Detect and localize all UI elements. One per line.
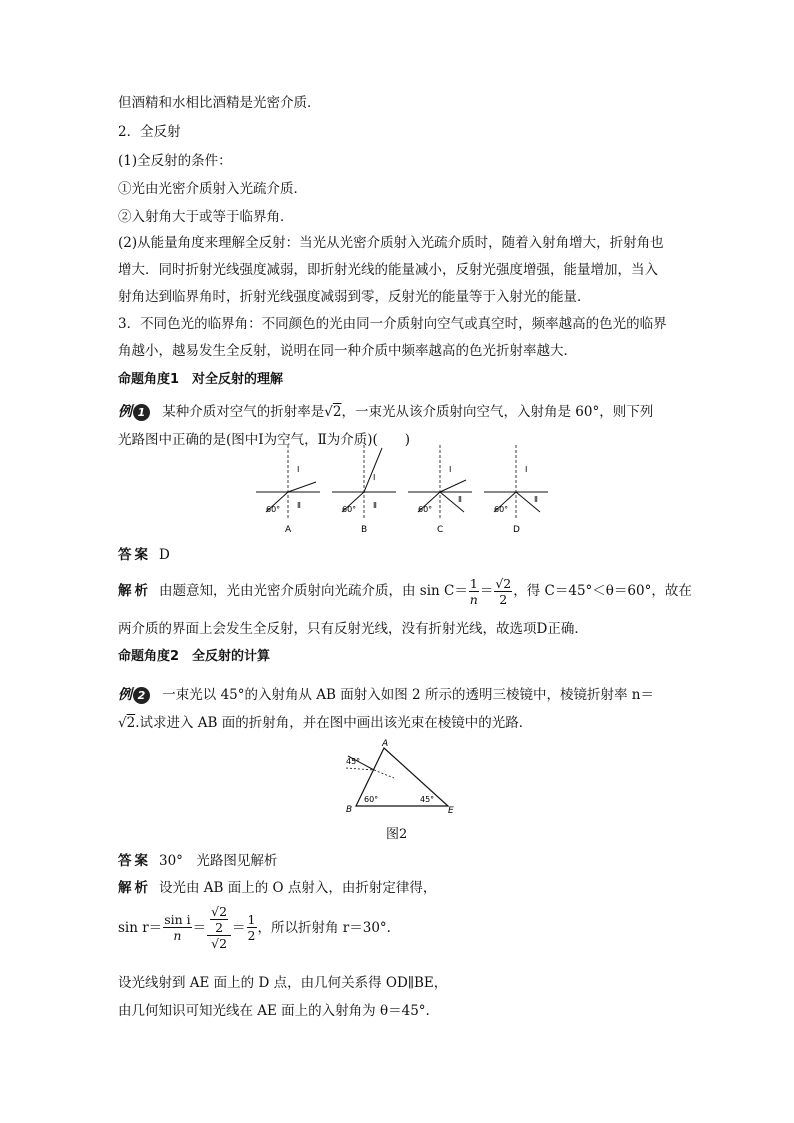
fraction-sini-over-n [163, 912, 191, 943]
example2-formula [118, 904, 391, 966]
sqrt-value: 2 [332, 404, 342, 420]
analysis-text-a: 由题意知，光由光密介质射向光疏介质，由 sin C＝ [159, 583, 468, 599]
figure-c [408, 445, 472, 535]
analysis-text-b: ，得 C＝45°＜θ＝60°，故在 [513, 583, 692, 599]
inner-fraction [210, 904, 228, 935]
paragraph: (1)全反射的条件： [118, 153, 232, 169]
example-number: 1 [133, 404, 150, 421]
analysis-label: 解析 [118, 880, 151, 896]
example1-text-b: ，一束光从该介质射向空气，入射角是 60°，则下列 [341, 404, 654, 420]
sin-r-label: sin r＝ [118, 919, 163, 936]
example2-text-b: .试求进入 AB 面的折射角，并在图中画出该光束在棱镜中的光路． [135, 715, 533, 731]
frac-numerator: 1 [247, 912, 256, 927]
paragraph: 射角达到临界角时，折射光线强度减弱到零，反射光的能量等于入射光的能量． [118, 289, 591, 305]
sqrt-value: 2 [126, 715, 136, 731]
medium-top-label: Ⅰ [525, 465, 528, 474]
equals-sign: ＝ [479, 583, 494, 599]
figure-label-b: B [361, 525, 368, 535]
sqrt-symbol: √ [324, 404, 333, 420]
medium-top-label: Ⅰ [449, 465, 452, 474]
paragraph: (2)从能量角度来理解全反射：当光从光密介质射入光疏介质时，随着入射角增大，折射角也 [118, 235, 664, 251]
analysis-text-4: 由几何知识可知光线在 AE 面上的入射角为 θ＝45°. [118, 1003, 430, 1019]
example1-text-a: 某种介质对空气的折射率是 [162, 404, 325, 420]
prism-figure [338, 738, 458, 818]
example2-line2 [118, 714, 532, 732]
angle-label: 60° [342, 505, 357, 514]
angle2-title: 命题角度2 全反射的计算 [118, 649, 271, 664]
paragraph: 但酒精和水相比酒精是光密介质． [118, 95, 321, 111]
example1-line1 [118, 403, 653, 421]
vertex-e: E [448, 806, 454, 816]
frac-denominator: 2 [215, 920, 224, 935]
medium-bottom-label: Ⅱ [534, 495, 538, 504]
frac-denominator: n [173, 928, 182, 943]
example2-text-a: 一束光以 45°的入射角从 AB 面射入如图 2 所示的透明三棱镜中，棱镜折射率 n＝ [162, 687, 654, 703]
fraction-sqrt2-over-2 [494, 576, 512, 607]
complex-fraction [207, 904, 231, 951]
paragraph: 3．不同色光的临界角：不同颜色的光由同一介质射向空气或真空时，频率越高的色光的临界 [118, 316, 667, 332]
vertex-a: A [382, 739, 389, 749]
example1-analysis-line2: 两介质的界面上会发生全反射，只有反射光线，没有折射光线，故选项D正确． [118, 621, 588, 637]
frac-denominator: 2 [247, 928, 256, 943]
example1-analysis [118, 576, 692, 607]
frac-denominator: √2 [211, 936, 228, 951]
frac-denominator: 2 [499, 592, 508, 607]
paragraph: ②入射角大于或等于临界角． [118, 209, 294, 225]
frac-denominator: n [469, 592, 478, 607]
medium-bottom-label: Ⅱ [458, 495, 462, 504]
example2-line1 [118, 686, 654, 704]
answer-value: 30° 光路图见解析 [159, 853, 278, 869]
frac-numerator: √2 [495, 576, 512, 591]
figure-b [332, 445, 396, 535]
paragraph: 增大．同时折射光线强度减弱，即折射光线的能量减小，反射光强度增强，能量增加，当入 [118, 262, 658, 278]
medium-bottom-label: Ⅱ [297, 501, 301, 510]
example1-answer [118, 546, 170, 564]
paragraph: ①光由光密介质射入光疏介质． [118, 181, 307, 197]
medium-bottom-label: Ⅱ [373, 501, 377, 510]
sqrt-symbol: √ [118, 715, 127, 731]
analysis-text-1: 设光由 AB 面上的 O 点射入，由折射定律得， [159, 880, 437, 896]
figure-label-c: C [437, 525, 444, 535]
frac-numerator: 1 [469, 576, 478, 591]
figure-a [256, 445, 320, 535]
section-heading: 2．全反射 [118, 124, 181, 140]
figure-d [484, 445, 548, 535]
angle-label: 60° [418, 505, 433, 514]
example-badge: 例 2 [118, 686, 150, 704]
angle-e-label: 45° [420, 795, 435, 804]
frac-numerator: √2 [211, 904, 228, 919]
fraction-1-over-n [469, 576, 479, 607]
example1-figures [250, 440, 550, 536]
example-number: 2 [133, 687, 150, 704]
equals-sign: ＝ [232, 919, 246, 936]
vertex-b: B [346, 805, 353, 815]
paragraph: 角越小，越易发生全反射，说明在同一种介质中频率越高的色光折射率越大． [118, 343, 577, 359]
answer-label: 答案 [118, 547, 151, 563]
analysis-label: 解析 [118, 583, 151, 599]
fraction-half [247, 912, 257, 943]
complex-frac-numerator [207, 904, 231, 936]
angle1-title: 命题角度1 对全反射的理解 [118, 372, 284, 387]
medium-top-label: Ⅰ [373, 473, 376, 482]
equals-sign: ＝ [192, 919, 207, 936]
angle-label: 60° [494, 505, 509, 514]
figure-caption: 图2 [386, 827, 408, 842]
frac-numerator: sin i [164, 912, 191, 927]
figure-label-a: A [285, 525, 292, 535]
analysis-text-2: ，所以折射角 r＝30°. [257, 919, 391, 936]
angle-b-label: 60° [364, 795, 379, 804]
example1-line2: 光路图中正确的是(图中Ⅰ为空气，Ⅱ为介质)( ) [118, 432, 411, 448]
example-badge: 例 1 [118, 403, 150, 421]
medium-top-label: Ⅰ [297, 465, 300, 474]
figure-label-d: D [513, 525, 520, 535]
angle-label: 60° [266, 505, 281, 514]
example2-analysis [118, 879, 436, 897]
answer-value: D [159, 547, 170, 563]
analysis-text-3: 设光线射到 AE 面上的 D 点，由几何关系得 OD∥BE， [118, 975, 448, 991]
example2-answer [118, 852, 277, 870]
answer-label: 答案 [118, 853, 151, 869]
incident-angle-label: 45° [346, 757, 361, 766]
